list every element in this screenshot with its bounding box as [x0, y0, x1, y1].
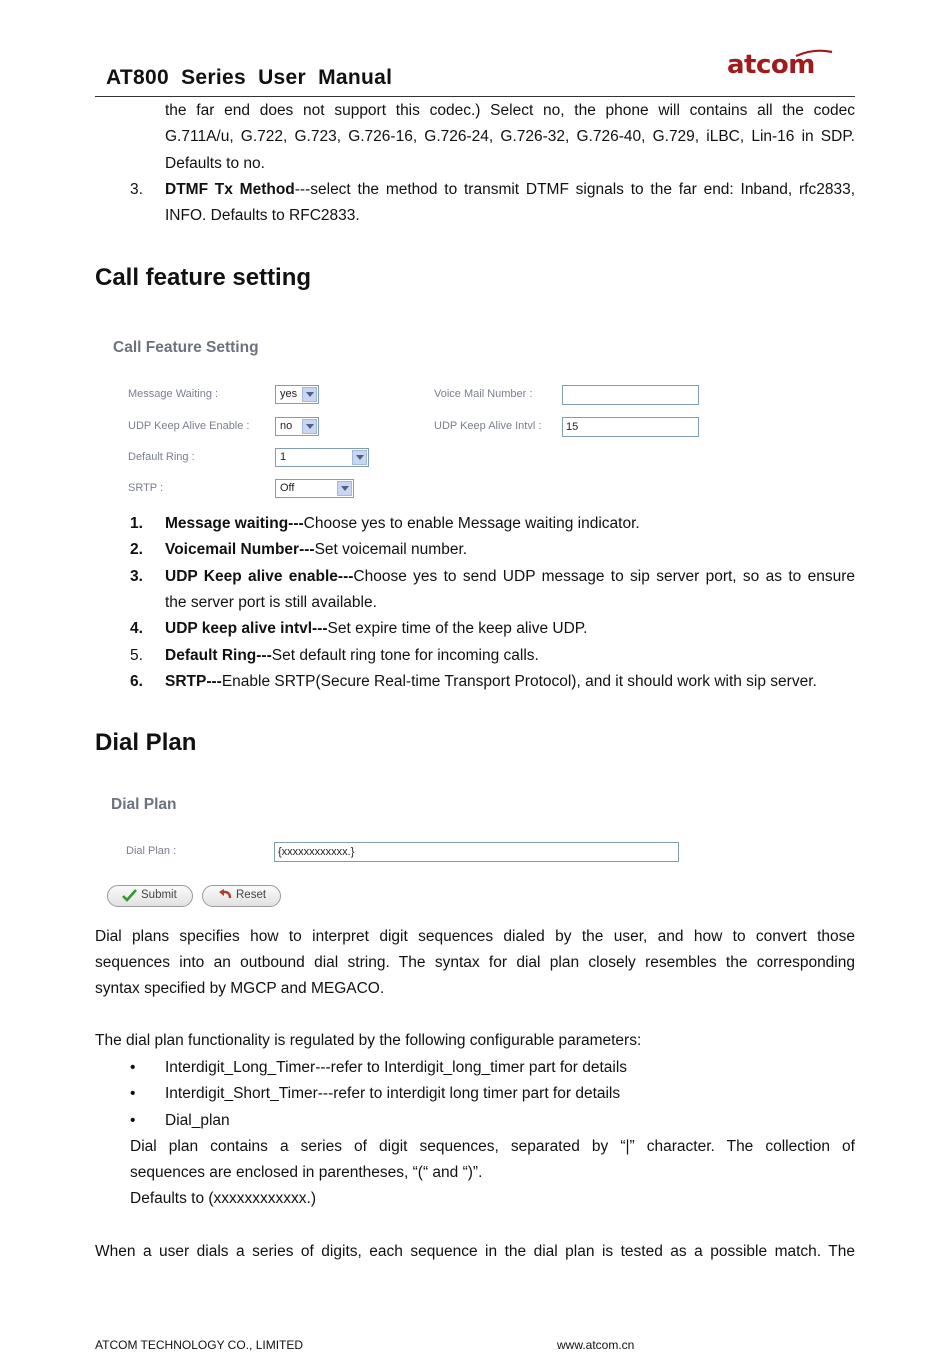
default-ring-select[interactable]: [275, 448, 369, 467]
list-number: 6.: [130, 673, 143, 690]
udp-enable-label: UDP Keep Alive Enable :: [128, 420, 250, 432]
list-item: [165, 669, 817, 695]
logo-swoosh-icon: [794, 49, 834, 57]
bullet-icon: •: [130, 1085, 136, 1102]
default-ring-label: Default Ring :: [128, 451, 195, 463]
bullet-icon: •: [130, 1112, 136, 1129]
dial-plan-para3: When a user dials a series of digits, each sequence in the dial plan is tested as a possible match. The: [95, 1243, 855, 1260]
select-value: Off: [280, 482, 295, 494]
desc: Set expire time of the keep alive UDP.: [327, 620, 588, 637]
chevron-down-icon: [302, 387, 317, 402]
atcom-logo: atcom: [727, 50, 815, 80]
dial-plan-label: Dial Plan :: [126, 845, 177, 857]
list-number: 3.: [130, 568, 143, 585]
list-number: 3.: [130, 181, 143, 198]
term: Default Ring---: [165, 647, 272, 664]
bullet-item: Interdigit_Long_Timer---refer to Interdigit_long_timer part for details: [165, 1059, 628, 1076]
manual-title: AT800 Series User Manual: [106, 66, 393, 89]
bullet-icon: •: [130, 1059, 136, 1076]
dial-plan-para1-line1: Dial plans specifies how to interpret digit sequences dialed by the user, and how to convert those: [95, 928, 855, 945]
dial-plan-desc-line3: Defaults to (xxxxxxxxxxxx.): [130, 1190, 317, 1207]
srtp-select[interactable]: [275, 479, 354, 498]
input-value: 15: [566, 421, 579, 433]
dtmf-desc-cont: INFO. Defaults to RFC2833.: [165, 207, 360, 224]
list-item: [165, 537, 467, 563]
term: UDP Keep alive enable---: [165, 568, 354, 585]
udp-intvl-label: UDP Keep Alive Intvl :: [434, 420, 542, 432]
message-waiting-label: Message Waiting :: [128, 388, 219, 400]
intro-line-1: the far end does not support this codec.) Select no, the phone will contains all the codec: [165, 102, 855, 119]
term: UDP keep alive intvl---: [165, 620, 328, 637]
term: Message waiting---: [165, 515, 304, 532]
list-item: [165, 564, 855, 590]
list-item: [165, 643, 539, 669]
panel-title: Dial Plan: [111, 796, 177, 813]
select-value: yes: [280, 388, 298, 400]
reset-label: Reset: [236, 889, 267, 901]
list-item: [165, 616, 587, 642]
section-heading-dial-plan: Dial Plan: [95, 729, 197, 756]
dial-plan-desc-line2: sequences are enclosed in parentheses, “(“ and “)”.: [130, 1164, 483, 1181]
dial-plan-input[interactable]: [274, 842, 679, 862]
term: SRTP---: [165, 673, 222, 690]
dial-plan-para1-line3: syntax specified by MGCP and MEGACO.: [95, 980, 385, 997]
header-divider: [95, 96, 855, 97]
term: Voicemail Number---: [165, 541, 315, 558]
undo-icon: [218, 889, 233, 903]
submit-button[interactable]: [107, 885, 193, 907]
desc: Choose yes to enable Message waiting indicator.: [303, 515, 640, 532]
bullet-item: Dial_plan: [165, 1112, 230, 1129]
udp-intvl-input[interactable]: [562, 417, 699, 437]
list-number: 5.: [130, 647, 143, 664]
desc: Set voicemail number.: [314, 541, 468, 558]
footer-company: ATCOM TECHNOLOGY CO., LIMITED: [95, 1338, 304, 1352]
submit-label: Submit: [141, 889, 177, 901]
footer-website: www.atcom.cn: [557, 1338, 635, 1352]
dtmf-item: [165, 177, 855, 203]
bullet-item: Interdigit_Short_Timer---refer to interdigit long timer part for details: [165, 1085, 621, 1102]
list-number: 4.: [130, 620, 143, 637]
voice-mail-input[interactable]: [562, 385, 699, 405]
srtp-label: SRTP :: [128, 482, 164, 494]
intro-line-2: G.711A/u, G.722, G.723, G.726-16, G.726-24, G.726-32, G.726-40, G.729, iLBC, Lin-16 in SDP.: [165, 128, 855, 145]
chevron-down-icon: [302, 419, 317, 434]
input-value: {xxxxxxxxxxxx.}: [278, 846, 355, 858]
message-waiting-select[interactable]: [275, 385, 319, 404]
select-value: 1: [280, 451, 287, 463]
chevron-down-icon: [337, 481, 352, 496]
section-heading-call-feature: Call feature setting: [95, 264, 312, 291]
desc: Enable SRTP(Secure Real-time Transport Protocol), and it should work with sip server.: [221, 673, 817, 690]
check-icon: [122, 889, 137, 902]
dial-plan-para2: The dial plan functionality is regulated by the following configurable parameters:: [95, 1032, 642, 1049]
intro-line-3: Defaults to no.: [165, 155, 265, 172]
dial-plan-para1-line2: sequences into an outbound dial string. The syntax for dial plan closely resembles the corresponding: [95, 954, 855, 971]
list-item: [165, 511, 640, 537]
dtmf-desc: ---select the method to transmit DTMF signals to the far end: Inband, rfc2833,: [294, 181, 855, 198]
select-value: no: [280, 420, 293, 432]
chevron-down-icon: [352, 450, 367, 465]
panel-title: Call Feature Setting: [113, 339, 259, 356]
list-number: 1.: [130, 515, 143, 532]
reset-button[interactable]: [202, 885, 281, 907]
voice-mail-label: Voice Mail Number :: [434, 388, 533, 400]
desc: Choose yes to send UDP message to sip server port, so as to ensure: [353, 568, 855, 585]
desc: Set default ring tone for incoming calls.: [271, 647, 539, 664]
dial-plan-desc-line1: Dial plan contains a series of digit sequences, separated by “|” character. The collection of: [130, 1138, 855, 1155]
dtmf-term: DTMF Tx Method: [165, 181, 295, 198]
list-item-cont: the server port is still available.: [165, 594, 377, 611]
udp-enable-select[interactable]: [275, 417, 319, 436]
list-number: 2.: [130, 541, 143, 558]
